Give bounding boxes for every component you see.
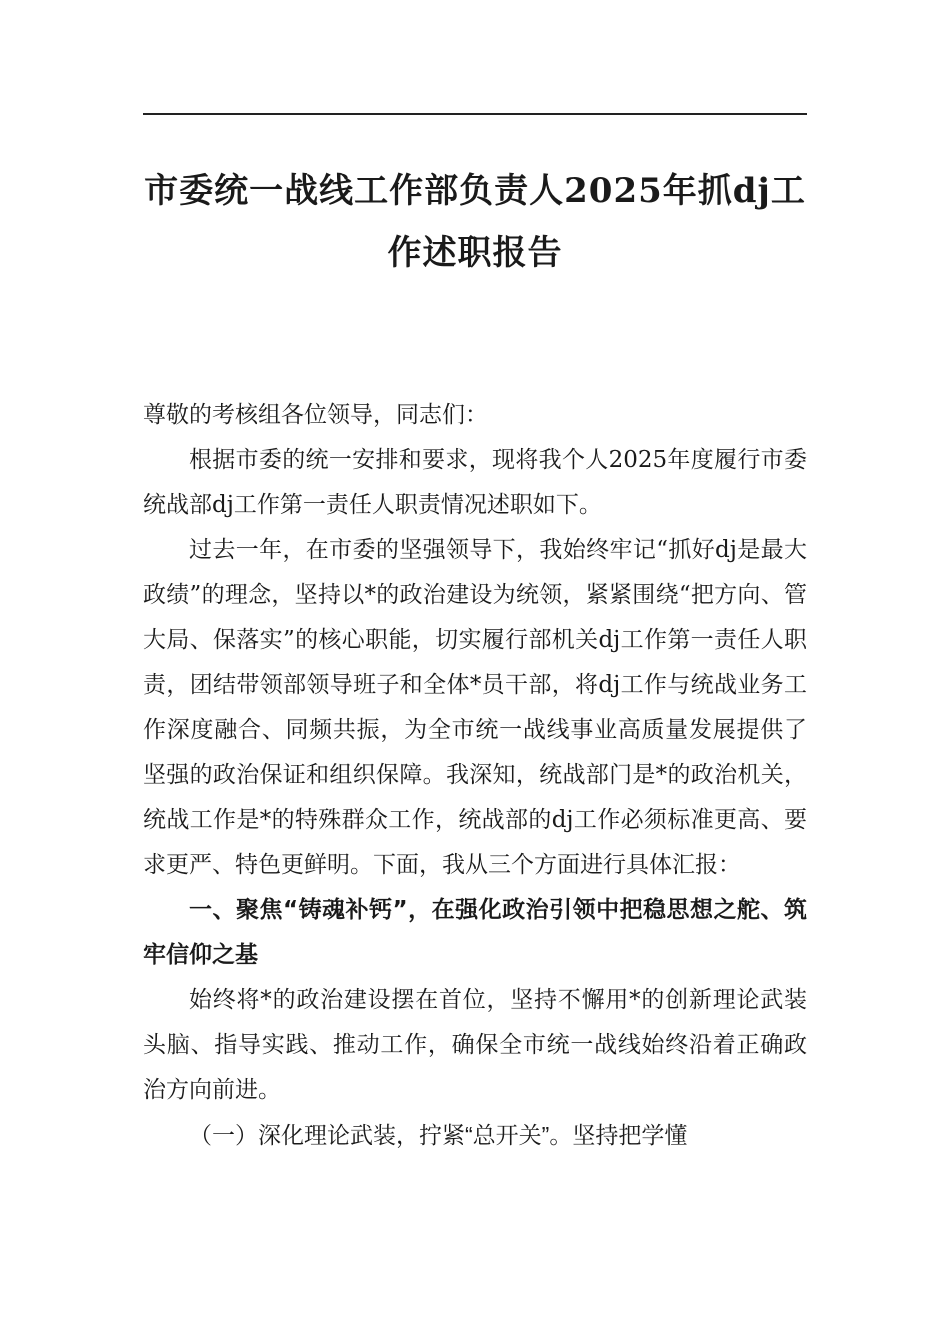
document-title [143, 160, 807, 284]
section-1-heading: 一、聚焦“铸魂补钙”，在强化政治引领中把稳思想之舵、筑牢信仰之基 [143, 897, 807, 968]
document-body [143, 393, 807, 1158]
title-line-1: 市委统一战线工作部负责人2025年抓dj工 [144, 171, 806, 211]
intro-paragraph: 根据市委的统一安排和要求，现将我个人2025年度履行市委统战部dj工作第一责任人职责情况述职如下。 [143, 447, 807, 518]
subsection-1-heading: （一）深化理论武装，拧紧“总开关”。坚持把学懂 [189, 1122, 688, 1148]
salutation: 尊敬的考核组各位领导，同志们： [143, 402, 488, 428]
section-1-paragraph: 始终将*的政治建设摆在首位，坚持不懈用*的创新理论武装头脑、指导实践、推动工作，确保全市统一战线始终沿着正确政治方向前进。 [143, 987, 807, 1103]
title-line-2: 作述职报告 [387, 233, 563, 273]
header-rule [143, 113, 807, 115]
summary-paragraph: 过去一年，在市委的坚强领导下，我始终牢记“抓好dj是最大政绩”的理念，坚持以*的政治建设为统领，紧紧围绕“把方向、管大局、保落实”的核心职能，切实履行部机关dj工作第一责任人职责，团结带领部领导班子和全体*员干部，将dj工作与统战业务工作深度融合、同频共振，为全市统一战线事业高质量发展提供了坚强的政治保证和组织保障。我深知，统战部门是*的政治机关，统战工作是*的特殊群众工作，统战部的dj工作必须标准更高、要求更严、特色更鲜明。下面，我从三个方面进行具体汇报： [143, 537, 807, 878]
